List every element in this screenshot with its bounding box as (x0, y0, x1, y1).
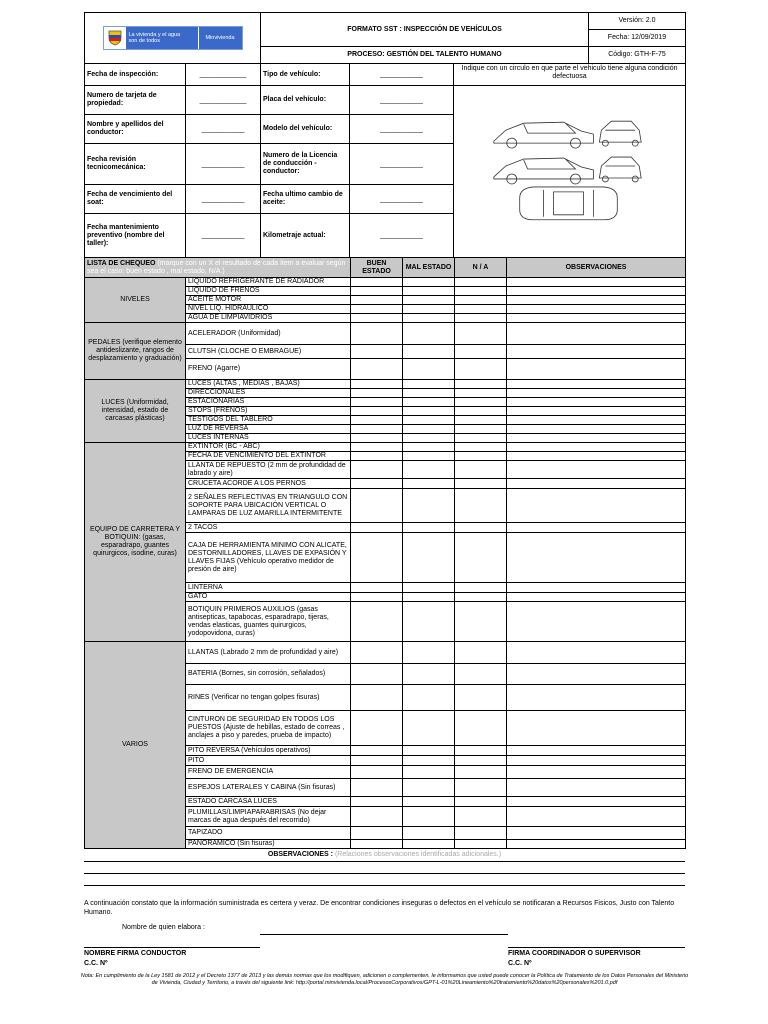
checklist-item: CINTURON DE SEGURIDAD EN TODOS LOS PUESTOS (Ajuste de hebillas, estado de correas , anclajes a piso y paredes, prueba de impacto) (186, 711, 351, 746)
label-oil-change: Fecha ultimo cambio de aceite: (261, 185, 350, 214)
observations-heading (84, 849, 685, 859)
logo-line1: La vivienda y el agua (128, 32, 181, 38)
label-vehicle-model: Modelo del vehículo: (261, 115, 350, 144)
checklist-item: 2 SEÑALES REFLECTIVAS EN TRIANGULO CON SOPORTE PARA UBICACIÓN VERTICAL O LAMPARAS DE LUZ AMARILLA INTERMITENTE (186, 489, 351, 523)
bad-checkbox[interactable] (403, 407, 455, 416)
checklist-item: TESTIGOS DEL TABLERO (186, 416, 351, 425)
good-checkbox[interactable] (351, 359, 403, 380)
form-code: Código: GTH-F-75 (589, 47, 686, 64)
good-checkbox[interactable] (351, 779, 403, 797)
group-label: NIVELES (85, 278, 186, 323)
label-license-number: Numero de la Licencia de conducción - conductor: (261, 144, 350, 185)
na-checkbox[interactable] (455, 602, 507, 642)
checklist-item: LIQUIDO REFRIGERANTE DE RADIADOR (186, 278, 351, 287)
checklist-item: ESTACIONARIAS (186, 398, 351, 407)
property-card-field[interactable]: ____________ (186, 86, 261, 115)
na-checkbox[interactable] (455, 711, 507, 746)
na-checkbox[interactable] (455, 797, 507, 807)
good-checkbox[interactable] (351, 452, 403, 461)
checklist-item: LUCES INTERNAS (186, 434, 351, 443)
checklist-header (85, 258, 351, 278)
observation-field[interactable] (507, 797, 686, 807)
na-checkbox[interactable] (455, 278, 507, 287)
good-checkbox[interactable] (351, 296, 403, 305)
checklist-item: CLUTSH (CLOCHE O EMBRAGUE) (186, 345, 351, 359)
checklist-item: RINES (Verificar no tengan golpes fisuras) (186, 685, 351, 711)
logo-line2: son de todos (128, 38, 160, 44)
vehicle-diagram-cell[interactable] (454, 86, 686, 258)
tech-review-field[interactable]: ___________ (186, 144, 261, 185)
good-checkbox[interactable] (351, 807, 403, 827)
inspection-date-field[interactable]: ____________ (186, 64, 261, 86)
vehicle-type-field[interactable]: ___________ (350, 64, 454, 86)
checklist-item: ESPEJOS LATERALES Y CABINA (Sin fisuras) (186, 779, 351, 797)
observation-field[interactable] (507, 479, 686, 489)
bad-checkbox[interactable] (403, 766, 455, 779)
na-checkbox[interactable] (455, 766, 507, 779)
soat-expiry-field[interactable]: ___________ (186, 185, 261, 214)
na-checkbox[interactable] (455, 398, 507, 407)
observation-field[interactable] (507, 425, 686, 434)
na-checkbox[interactable] (455, 461, 507, 479)
good-checkbox[interactable] (351, 523, 403, 533)
form-process: PROCESO: GESTIÓN DEL TALENTO HUMANO (261, 47, 589, 64)
bad-checkbox[interactable] (403, 345, 455, 359)
bad-checkbox[interactable] (403, 711, 455, 746)
na-checkbox[interactable] (455, 523, 507, 533)
good-checkbox[interactable] (351, 593, 403, 602)
bad-checkbox[interactable] (403, 756, 455, 766)
checklist-item: LUZ DE REVERSA (186, 425, 351, 434)
na-checkbox[interactable] (455, 489, 507, 523)
bad-checkbox[interactable] (403, 389, 455, 398)
observation-field[interactable] (507, 398, 686, 407)
checklist-item: FECHA DE VENCIMIENTO DEL EXTINTOR (186, 452, 351, 461)
na-checkbox[interactable] (455, 314, 507, 323)
prepared-by-label: Nombre de quien elabora : (122, 924, 205, 931)
signatures-row (84, 947, 685, 981)
observation-field[interactable] (507, 461, 686, 479)
good-checkbox[interactable] (351, 479, 403, 489)
observation-field[interactable] (507, 389, 686, 398)
na-checkbox[interactable] (455, 593, 507, 602)
prepared-by-line[interactable] (260, 934, 508, 935)
observation-field[interactable] (507, 840, 686, 849)
observations-line-1[interactable] (84, 861, 685, 873)
checklist-item: LIQUIDO DE FRENOS (186, 287, 351, 296)
good-checkbox[interactable] (351, 380, 403, 389)
checklist-item: PITO (186, 756, 351, 766)
observation-field[interactable] (507, 779, 686, 797)
label-driver-name: Nombre y apellidos del conductor: (85, 115, 186, 144)
bad-checkbox[interactable] (403, 398, 455, 407)
good-checkbox[interactable] (351, 389, 403, 398)
inspection-form (80, 12, 689, 986)
na-checkbox[interactable] (455, 807, 507, 827)
label-inspection-date: Fecha de inspección: (85, 64, 186, 86)
good-checkbox[interactable] (351, 766, 403, 779)
form-header (84, 12, 686, 64)
good-checkbox[interactable] (351, 305, 403, 314)
checklist-item: ACELERADOR (Uniformidad) (186, 323, 351, 345)
bad-checkbox[interactable] (403, 602, 455, 642)
good-checkbox[interactable] (351, 489, 403, 523)
driver-signature-label: NOMBRE FIRMA CONDUCTOR (84, 950, 187, 957)
checklist-item: TAPIZADO (186, 827, 351, 840)
na-checkbox[interactable] (455, 359, 507, 380)
checklist-item: PLUMILLAS/LIMPIAPARABRISAS (No dejar marcas de agua después del recorrido) (186, 807, 351, 827)
driver-name-field[interactable]: ___________ (186, 115, 261, 144)
driver-signature-line[interactable] (84, 947, 260, 948)
statement: A continuación constato que la información suministrada es certera y veraz. De encontrar condiciones inseguras o defectos en el vehículo se notificaran a Recursos Fisicos, Justo con Talento Humano. (84, 900, 675, 916)
col-good-condition: BUEN ESTADO (351, 258, 403, 278)
observation-field[interactable] (507, 583, 686, 593)
driver-cc-label: C.C. Nº (84, 960, 108, 967)
checklist-hint: (marque con un X el resultado de cada ítem a evaluar según sea el caso: buen estado , mal estado, N/A.) (87, 259, 346, 275)
bad-checkbox[interactable] (403, 359, 455, 380)
na-checkbox[interactable] (455, 779, 507, 797)
observation-field[interactable] (507, 602, 686, 642)
checklist-item: GATO (186, 593, 351, 602)
na-checkbox[interactable] (455, 756, 507, 766)
observation-field[interactable] (507, 452, 686, 461)
checklist-item: PANORAMICO (Sin fisuras) (186, 840, 351, 849)
checklist-item: FRENO (Agarre) (186, 359, 351, 380)
good-checkbox[interactable] (351, 443, 403, 452)
good-checkbox[interactable] (351, 583, 403, 593)
checklist-item: NIVEL LIQ. HIDRAULICO (186, 305, 351, 314)
checklist-item: CRUCETA ACORDE A LOS PERNOS (186, 479, 351, 489)
col-observations: OBSERVACIONES (507, 258, 686, 278)
good-checkbox[interactable] (351, 416, 403, 425)
observation-field[interactable] (507, 664, 686, 685)
logo-ministry: Minvivienda (199, 27, 242, 49)
bad-checkbox[interactable] (403, 443, 455, 452)
mileage-field[interactable]: ___________ (350, 214, 454, 258)
na-checkbox[interactable] (455, 533, 507, 583)
checklist-item: ACEITE MOTOR (186, 296, 351, 305)
bad-checkbox[interactable] (403, 305, 455, 314)
observation-field[interactable] (507, 416, 686, 425)
bad-checkbox[interactable] (403, 779, 455, 797)
good-checkbox[interactable] (351, 756, 403, 766)
vehicle-plate-field[interactable]: ___________ (350, 86, 454, 115)
observation-field[interactable] (507, 746, 686, 756)
bad-checkbox[interactable] (403, 807, 455, 827)
na-checkbox[interactable] (455, 685, 507, 711)
checklist-item: 2 TACOS (186, 523, 351, 533)
prepared-by-row (84, 921, 685, 939)
na-checkbox[interactable] (455, 296, 507, 305)
checklist-item: DIRECCIONALES (186, 389, 351, 398)
good-checkbox[interactable] (351, 461, 403, 479)
checklist-item: ESTADO CARCASA LUCES (186, 797, 351, 807)
observation-field[interactable] (507, 807, 686, 827)
label-vehicle-type: Tipo de vehículo: (261, 64, 350, 86)
checklist-row (85, 443, 686, 452)
observations-hint: (Relaciones observaciones identificadas adicionales.) (334, 851, 502, 858)
checklist-item: BATERIA (Bornes, sin corrosión, señalados) (186, 664, 351, 685)
bad-checkbox[interactable] (403, 840, 455, 849)
na-checkbox[interactable] (455, 287, 507, 296)
bad-checkbox[interactable] (403, 523, 455, 533)
bad-checkbox[interactable] (403, 416, 455, 425)
good-checkbox[interactable] (351, 425, 403, 434)
label-soat-expiry: Fecha de vencimiento del soat: (85, 185, 186, 214)
observation-field[interactable] (507, 278, 686, 287)
na-checkbox[interactable] (455, 827, 507, 840)
diagram-note: Indique con un circulo en que parte el vehiculo tiene alguna condición defectuosa (454, 64, 686, 86)
col-not-applicable: N / A (455, 258, 507, 278)
bad-checkbox[interactable] (403, 380, 455, 389)
na-checkbox[interactable] (455, 664, 507, 685)
na-checkbox[interactable] (455, 452, 507, 461)
good-checkbox[interactable] (351, 827, 403, 840)
good-checkbox[interactable] (351, 797, 403, 807)
na-checkbox[interactable] (455, 840, 507, 849)
good-checkbox[interactable] (351, 287, 403, 296)
form-date: Fecha: 12/09/2019 (589, 30, 686, 47)
vehicle-model-field[interactable]: ___________ (350, 115, 454, 144)
checklist-item: PITO REVERSA (Vehículos operativos) (186, 746, 351, 756)
coat-of-arms-icon (104, 28, 126, 48)
bad-checkbox[interactable] (403, 323, 455, 345)
group-label: EQUIPO DE CARRETERA Y BOTIQUIN: (gasas, esparadrapo, guantes quirurgicos, isodine, curas) (85, 443, 186, 642)
na-checkbox[interactable] (455, 746, 507, 756)
checklist-table (84, 257, 686, 849)
na-checkbox[interactable] (455, 345, 507, 359)
oil-change-field[interactable]: ___________ (350, 185, 454, 214)
na-checkbox[interactable] (455, 407, 507, 416)
observation-field[interactable] (507, 711, 686, 746)
observation-field[interactable] (507, 380, 686, 389)
good-checkbox[interactable] (351, 840, 403, 849)
bad-checkbox[interactable] (403, 314, 455, 323)
coordinator-signature-label: FIRMA COORDINADOR O SUPERVISOR (508, 950, 641, 957)
observation-field[interactable] (507, 345, 686, 359)
car-diagram-icon[interactable] (454, 86, 685, 252)
license-number-field[interactable]: ___________ (350, 144, 454, 185)
good-checkbox[interactable] (351, 664, 403, 685)
coordinator-cc-label: C.C. Nº (508, 960, 532, 967)
bad-checkbox[interactable] (403, 479, 455, 489)
legal-note: Nota: En cumplimiento de la Ley 1581 de 2012 y el Decreto 1377 de 2013 y las demás normas que los modifiquen, adicionen o complementen, le informamos que usted puede conocer la Política de Tratamiento de los Datos Personales del Ministerio de Vivienda, Ciudad y Territorio, a través del siguiente link: http://portal.minvivienda.local/ProcesosCorporativos/GPT-L-01%20Lineamiento%20tratamiento%20datos%20personales%201.0.pdf (80, 973, 689, 986)
bad-checkbox[interactable] (403, 827, 455, 840)
form-title: FORMATO SST : INSPECCIÓN DE VEHÍCULOS (261, 13, 589, 47)
observations-line-2[interactable] (84, 873, 685, 885)
label-vehicle-plate: Placa del vehículo: (261, 86, 350, 115)
na-checkbox[interactable] (455, 642, 507, 664)
checklist-item: CAJA DE HERRAMIENTA MINIMO CON ALICATE, DESTORNILLADORES, LLAVES DE EXPASIÓN Y LLAVES FIJAS (Vehículo operativo medidor de presión de aire) (186, 533, 351, 583)
na-checkbox[interactable] (455, 305, 507, 314)
bad-checkbox[interactable] (403, 533, 455, 583)
observation-field[interactable] (507, 434, 686, 443)
checklist-row (85, 380, 686, 389)
checklist-item: FRENO DE EMERGENCIA (186, 766, 351, 779)
bad-checkbox[interactable] (403, 461, 455, 479)
na-checkbox[interactable] (455, 443, 507, 452)
good-checkbox[interactable] (351, 602, 403, 642)
checklist-item: AGUA DE LIMPIAVIDRIOS (186, 314, 351, 323)
bad-checkbox[interactable] (403, 583, 455, 593)
good-checkbox[interactable] (351, 434, 403, 443)
na-checkbox[interactable] (455, 389, 507, 398)
bad-checkbox[interactable] (403, 287, 455, 296)
logo-cell (85, 13, 261, 64)
good-checkbox[interactable] (351, 746, 403, 756)
label-mileage: Kilometraje actual: (261, 214, 350, 258)
na-checkbox[interactable] (455, 479, 507, 489)
checklist-row (85, 278, 686, 287)
observations-line-3[interactable] (84, 885, 685, 897)
observation-field[interactable] (507, 642, 686, 664)
checklist-item: BOTIQUIN PRIMEROS AUXILIOS (gasas antisepticas, tapabocas, esparadrapo, tijeras, vendas elasticas, guantes quirurgicos, yodopovidona, curas) (186, 602, 351, 642)
bad-checkbox[interactable] (403, 425, 455, 434)
bad-checkbox[interactable] (403, 452, 455, 461)
vehicle-info (84, 63, 686, 258)
checklist-item: LLANTAS (Labrado 2 mm de profundidad y aire) (186, 642, 351, 664)
good-checkbox[interactable] (351, 533, 403, 583)
label-tech-review: Fecha revisión tecnicomecánica: (85, 144, 186, 185)
observation-field[interactable] (507, 766, 686, 779)
ministry-logo (103, 26, 243, 50)
na-checkbox[interactable] (455, 380, 507, 389)
form-version: Versión: 2.0 (589, 13, 686, 30)
label-maintenance: Fecha mantenimiento preventivo (nombre del taller): (85, 214, 186, 258)
observations-label: OBSERVACIONES : (267, 851, 333, 858)
observation-field[interactable] (507, 443, 686, 452)
checklist-item: EXTINTOR (BC - ABC) (186, 443, 351, 452)
label-property-card: Numero de tarjeta de propiedad: (85, 86, 186, 115)
col-bad-condition: MAL ESTADO (403, 258, 455, 278)
bad-checkbox[interactable] (403, 296, 455, 305)
good-checkbox[interactable] (351, 278, 403, 287)
observation-field[interactable] (507, 287, 686, 296)
bad-checkbox[interactable] (403, 685, 455, 711)
observation-field[interactable] (507, 533, 686, 583)
checklist-row (85, 323, 686, 345)
na-checkbox[interactable] (455, 323, 507, 345)
good-checkbox[interactable] (351, 685, 403, 711)
checklist-item: LLANTA DE REPUESTO (2 mm de profundidad de labrado y aire) (186, 461, 351, 479)
observation-field[interactable] (507, 359, 686, 380)
na-checkbox[interactable] (455, 434, 507, 443)
group-label: PEDALES (verifique elemento antideslizante, rangos de desplazamiento y graduación) (85, 323, 186, 380)
good-checkbox[interactable] (351, 407, 403, 416)
bad-checkbox[interactable] (403, 642, 455, 664)
observations-section (84, 849, 685, 893)
na-checkbox[interactable] (455, 416, 507, 425)
observation-field[interactable] (507, 827, 686, 840)
checklist-item: STOPS (FRENOS) (186, 407, 351, 416)
observation-field[interactable] (507, 593, 686, 602)
observation-field[interactable] (507, 407, 686, 416)
observation-field[interactable] (507, 314, 686, 323)
observation-field[interactable] (507, 685, 686, 711)
good-checkbox[interactable] (351, 314, 403, 323)
checklist-row (85, 642, 686, 664)
bad-checkbox[interactable] (403, 746, 455, 756)
bad-checkbox[interactable] (403, 278, 455, 287)
checklist-title: LISTA DE CHEQUEO (87, 259, 156, 267)
observation-field[interactable] (507, 296, 686, 305)
group-label: VARIOS (85, 642, 186, 849)
bad-checkbox[interactable] (403, 797, 455, 807)
bad-checkbox[interactable] (403, 593, 455, 602)
coordinator-signature-line[interactable] (508, 947, 685, 948)
observation-field[interactable] (507, 756, 686, 766)
group-label: LUCES (Uniformidad, intensidad, estado de carcasas plásticas) (85, 380, 186, 443)
observation-field[interactable] (507, 305, 686, 314)
bad-checkbox[interactable] (403, 489, 455, 523)
na-checkbox[interactable] (455, 425, 507, 434)
observation-field[interactable] (507, 523, 686, 533)
observation-field[interactable] (507, 489, 686, 523)
good-checkbox[interactable] (351, 345, 403, 359)
good-checkbox[interactable] (351, 398, 403, 407)
maintenance-field[interactable]: ___________ (186, 214, 261, 258)
checklist-item: LINTERNA (186, 583, 351, 593)
bad-checkbox[interactable] (403, 664, 455, 685)
good-checkbox[interactable] (351, 323, 403, 345)
bad-checkbox[interactable] (403, 434, 455, 443)
good-checkbox[interactable] (351, 642, 403, 664)
observation-field[interactable] (507, 323, 686, 345)
na-checkbox[interactable] (455, 583, 507, 593)
good-checkbox[interactable] (351, 711, 403, 746)
checklist-item: LUCES (ALTAS , MEDIAS , BAJAS) (186, 380, 351, 389)
